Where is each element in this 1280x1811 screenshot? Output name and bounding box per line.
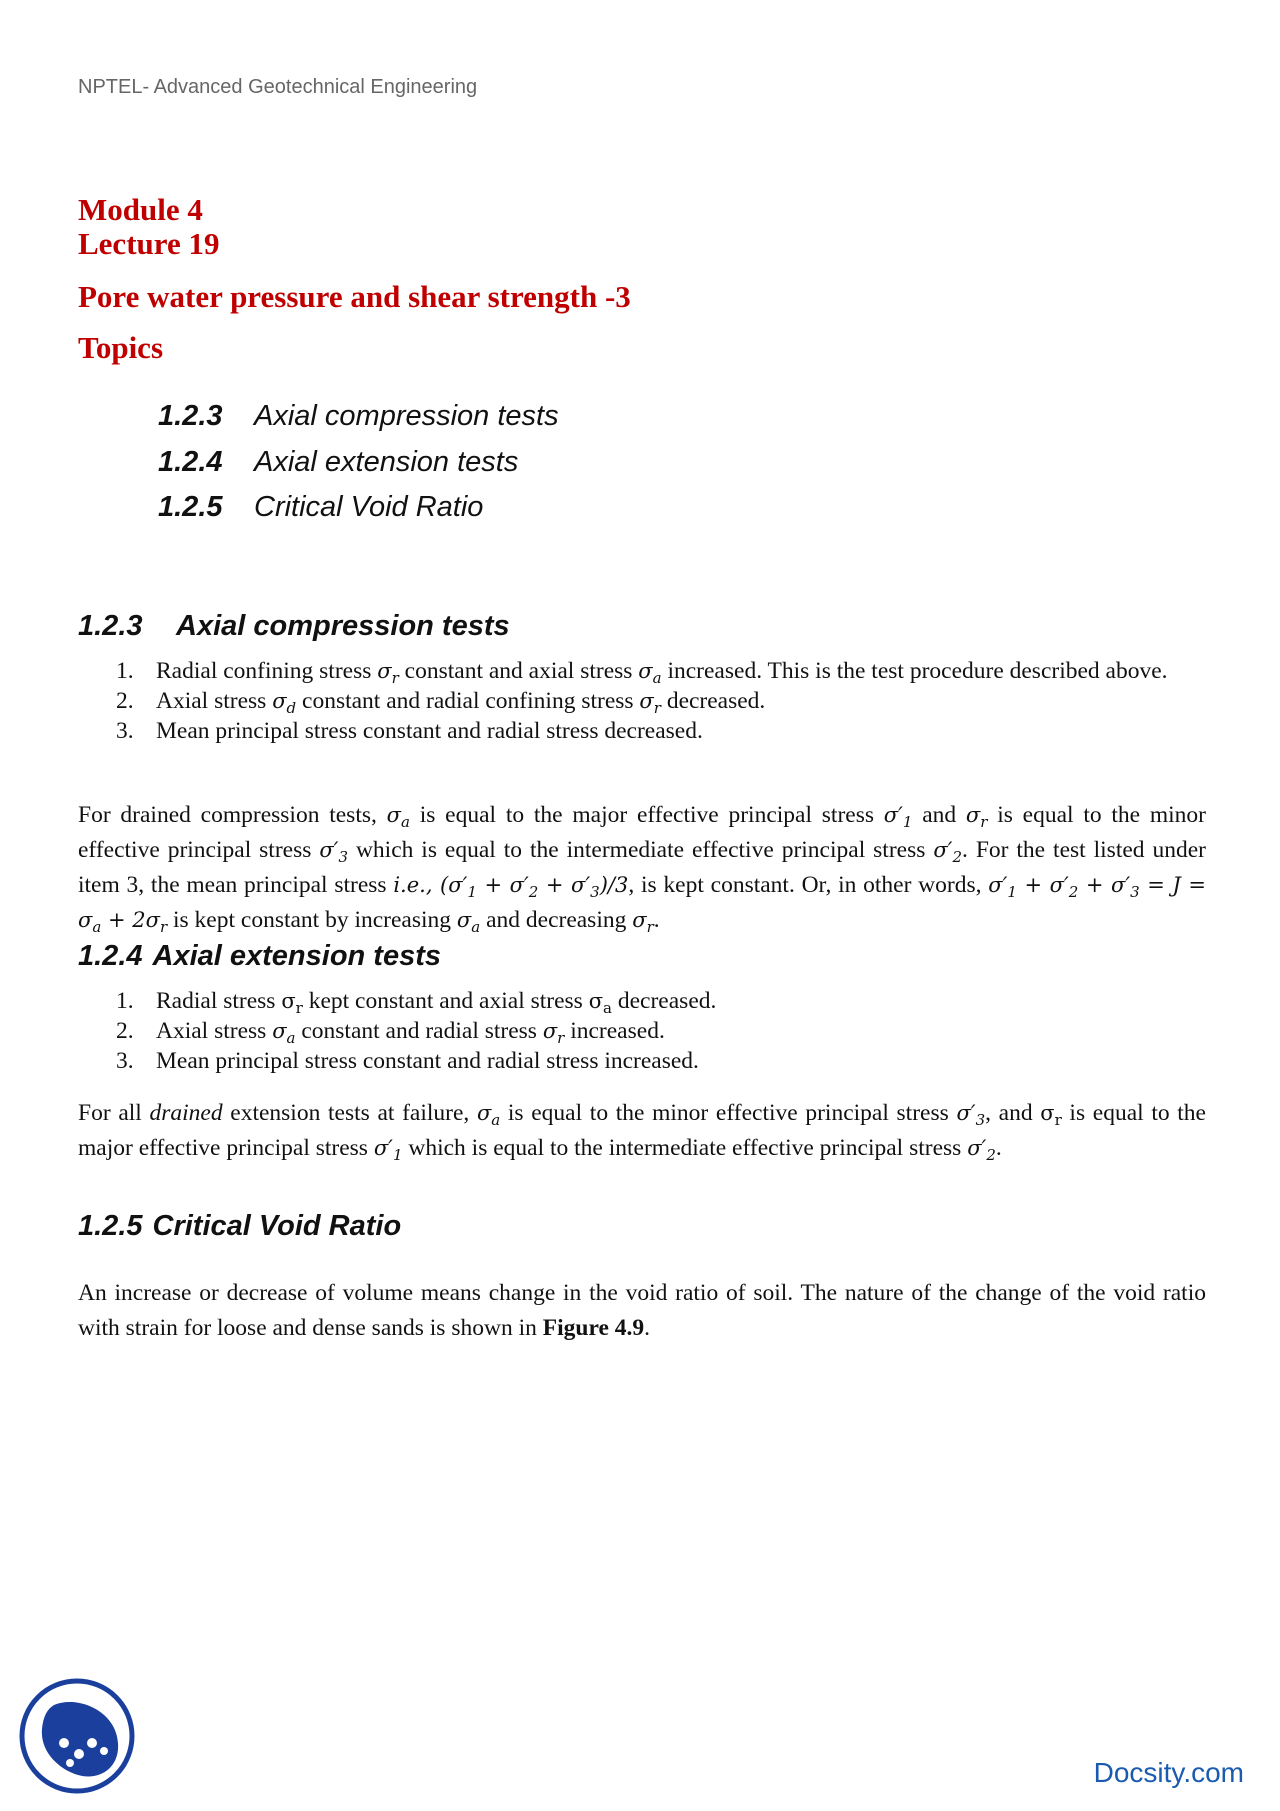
- math-sigma-r: $\sigma_r$: [377, 659, 399, 688]
- section-number: 1.2.4: [78, 940, 143, 972]
- item-number: 3.: [116, 1048, 134, 1074]
- item-number: 1.: [116, 658, 134, 684]
- toc-label: Critical Void Ratio: [254, 491, 484, 523]
- math-sigma-r: $\sigma_r$: [965, 803, 988, 832]
- compression-list: [78, 654, 1206, 748]
- list-item: 1. Radial stress $\sigma_r$ kept constant and axial stress $\sigma_a$ decreased.: [78, 984, 1206, 1018]
- compression-paragraph: For drained compression tests, $\sigma_a$ is equal to the major effective principal stress $\sigma'_1$ and $\sigma_r$ is equal to the minor effective principal stress $\sigma'_3$ which is equal to the intermediate effective principal stress $\sigma'_2$. For the test listed under item 3, the mean principal stress i.e., $(\sigma'_1 + \sigma'_2 + \sigma'_3)/3$, is kept constant. Or, in other words, $\sigma'_1 + \sigma'_2 + \sigma'_3 = J = \sigma_a + 2\sigma_r$ is kept constant by increasing $\sigma_a$ and decreasing $\sigma_r$.: [78, 802, 1206, 937]
- list-item: 2. Axial stress $\sigma_d$ constant and radial confining stress $\sigma_r$ decreased.: [78, 684, 1206, 718]
- math-sigma-d: $\sigma_d$: [272, 689, 297, 718]
- lecture-title: Lecture 19: [78, 226, 220, 261]
- item-number: 3.: [116, 718, 134, 744]
- docsity-logo-icon: [18, 1677, 136, 1795]
- module-title: Module 4: [78, 192, 203, 227]
- section-title: Critical Void Ratio: [152, 1210, 402, 1242]
- figure-reference: Figure 4.9: [542, 1315, 645, 1341]
- item-number: 2.: [116, 688, 134, 714]
- toc-label: Axial compression tests: [254, 400, 559, 432]
- running-head: NPTEL- Advanced Geotechnical Engineering: [78, 76, 478, 98]
- math-sigma-prime-3: $\sigma'_3$: [319, 838, 348, 867]
- math-sigma-a: $\sigma_a$: [386, 803, 410, 832]
- list-item: 1. Radial confining stress $\sigma_r$ constant and axial stress $\sigma_a$ increased. This is the test procedure described above.: [78, 654, 1206, 688]
- list-item: 3. Mean principal stress constant and radial stress increased.: [78, 1044, 1206, 1078]
- math-sigma-prime-1: $\sigma'_1$: [883, 803, 913, 832]
- math-sigma-a: $\sigma_a$: [456, 908, 481, 937]
- math-sigma-r: $\sigma_r$: [632, 908, 654, 937]
- section-number: 1.2.3: [78, 610, 143, 642]
- item-number: 1.: [116, 988, 134, 1014]
- math-sigma-a: $\sigma_a$: [476, 1101, 501, 1130]
- section-heading-extension: [78, 940, 441, 973]
- math-sigma-r: $\sigma_r$: [639, 689, 661, 718]
- math-sigma-prime-2: $\sigma'_2$: [967, 1136, 996, 1165]
- void-ratio-paragraph: An increase or decrease of volume means change in the void ratio of soil. The nature of the change of the void ratio with strain for loose and dense sands is shown in Figure 4.9.: [78, 1280, 1206, 1341]
- math-sigma-a: $\sigma_a$: [588, 989, 612, 1018]
- list-item: 3. Mean principal stress constant and radial stress decreased.: [78, 714, 1206, 748]
- section-title: Axial extension tests: [152, 940, 441, 972]
- toc-item: [158, 446, 518, 479]
- math-sigma-prime-3: $\sigma'_3$: [956, 1101, 986, 1130]
- section-title: Axial compression tests: [176, 610, 510, 642]
- math-sigma-r: $\sigma_r$: [542, 1019, 565, 1048]
- section-number: 1.2.5: [78, 1210, 143, 1242]
- section-heading-compression: [78, 610, 510, 643]
- math-sigma-r: $\sigma_r$: [1040, 1101, 1062, 1130]
- math-sigma-prime-2: $\sigma'_2$: [933, 838, 962, 867]
- math-sigma-a: $\sigma_a$: [272, 1019, 296, 1048]
- math-sigma-prime-1: $\sigma'_1$: [373, 1136, 403, 1165]
- math-sum-equation: $\sigma'_1 + \sigma'_2 + \sigma'_3 = J = \sigma_a + 2\sigma_r$: [78, 873, 1206, 937]
- section-heading-void-ratio: [78, 1210, 401, 1243]
- toc-number: 1.2.5: [158, 491, 223, 523]
- extension-paragraph: For all drained extension tests at failure, $\sigma_a$ is equal to the minor effective principal stress $\sigma'_3$, and $\sigma_r$ is equal to the major effective principal stress $\sigma'_1$ which is equal to the intermediate effective principal stress $\sigma'_2$.: [78, 1100, 1206, 1165]
- math-sigma-a: $\sigma_a$: [638, 659, 662, 688]
- math-sigma-r: $\sigma_r$: [281, 989, 303, 1018]
- topics-heading: Topics: [78, 330, 164, 365]
- item-number: 2.: [116, 1018, 134, 1044]
- extension-list: [78, 984, 1206, 1078]
- toc-number: 1.2.3: [158, 400, 223, 432]
- math-mean-stress: i.e., $(\sigma'_1 + \sigma'_2 + \sigma'_3)/3$: [393, 873, 629, 902]
- brand-watermark[interactable]: Docsity.com: [1093, 1757, 1244, 1788]
- toc-item: [158, 400, 559, 433]
- toc-label: Axial extension tests: [254, 446, 519, 478]
- toc-item: [158, 491, 483, 524]
- subject-title: Pore water pressure and shear strength -3: [78, 279, 631, 314]
- list-item: 2. Axial stress $\sigma_a$ constant and radial stress $\sigma_r$ increased.: [78, 1014, 1206, 1048]
- toc-number: 1.2.4: [158, 446, 223, 478]
